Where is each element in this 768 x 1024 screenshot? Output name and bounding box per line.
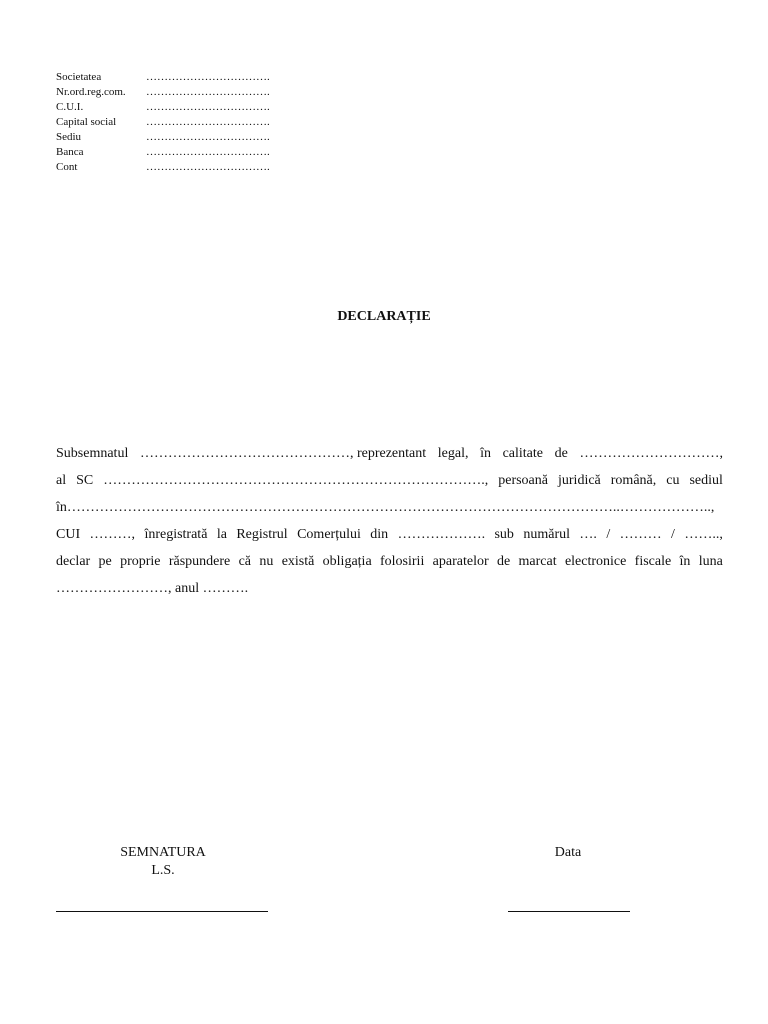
field-label: Banca (56, 146, 84, 158)
date-line (508, 911, 630, 912)
body-word: folosirii (380, 554, 425, 569)
body-word: calitate (502, 446, 543, 461)
body-word: cu (666, 473, 680, 488)
body-word: …. (579, 527, 597, 542)
body-line (56, 548, 723, 575)
body-word: / (606, 527, 611, 542)
body-word: în (679, 554, 691, 569)
body-word: sub (494, 527, 514, 542)
declaration-body (56, 440, 723, 602)
body-word: ………………. (397, 527, 486, 542)
date-block (528, 844, 608, 862)
body-word: că (238, 554, 252, 569)
field-label: C.U.I. (56, 101, 84, 113)
field-value: ……………………………. (146, 161, 270, 173)
body-word: pe (98, 554, 112, 569)
body-word: Registrul (236, 527, 288, 542)
field-label: Capital social (56, 116, 117, 128)
field-label: Nr.ord.reg.com. (56, 86, 126, 98)
body-word: ………………………………………………………………………., (103, 473, 489, 488)
body-word: există (281, 554, 315, 569)
body-word: Subsemnatul (56, 446, 129, 461)
field-label: Cont (56, 161, 78, 173)
body-line: ……………………, anul ………. (56, 581, 249, 596)
body-word: de (496, 554, 511, 569)
body-word: marcat (518, 554, 557, 569)
body-word: nu (259, 554, 274, 569)
body-word: română, (610, 473, 657, 488)
date-label: Data (554, 845, 582, 860)
field-value: ……………………………. (146, 116, 270, 128)
body-word: obligația (322, 554, 372, 569)
body-word: ………………………………………, reprezentant (139, 446, 427, 461)
body-line (56, 467, 723, 494)
body-word: SC (76, 473, 94, 488)
document-title: DECLARAȚIE (337, 309, 431, 324)
field-value: ……………………………. (146, 86, 270, 98)
body-word: din (370, 527, 389, 542)
body-word: al (56, 473, 67, 488)
field-label: Societatea (56, 71, 102, 83)
company-field (56, 130, 270, 145)
body-word: fiscale (634, 554, 672, 569)
body-word: …………………………, (579, 446, 723, 461)
body-word: răspundere (168, 554, 231, 569)
body-word: legal, (437, 446, 469, 461)
body-word: înregistrată (144, 527, 208, 542)
stamp-label: L.S. (151, 863, 175, 878)
body-word: luna (698, 554, 723, 569)
body-word: de (554, 446, 568, 461)
body-word: declar (56, 554, 91, 569)
field-value: ……………………………. (146, 71, 270, 83)
company-field (56, 85, 270, 100)
body-word: în (480, 446, 491, 461)
company-field (56, 100, 270, 115)
body-word: juridică (558, 473, 601, 488)
body-word: proprie (120, 554, 161, 569)
field-value: ……………………………. (146, 131, 270, 143)
body-word: numărul (523, 527, 570, 542)
body-word: CUI (56, 527, 81, 542)
body-word: sediul (689, 473, 723, 488)
signature-label: SEMNATURA (120, 845, 206, 860)
company-details (56, 70, 270, 175)
company-field (56, 115, 270, 130)
field-value: ……………………………. (146, 101, 270, 113)
company-field (56, 70, 270, 85)
body-word: ………, (89, 527, 136, 542)
body-word: Comerțului (297, 527, 361, 542)
body-word: la (216, 527, 227, 542)
body-line (56, 440, 723, 467)
company-field (56, 145, 270, 160)
field-label: Sediu (56, 131, 82, 143)
body-word: / (671, 527, 675, 542)
company-field (56, 160, 270, 175)
body-line (56, 521, 723, 548)
body-word: electronice (564, 554, 627, 569)
field-value: ……………………………. (146, 146, 270, 158)
body-word: aparatelor (432, 554, 489, 569)
body-word: …….., (684, 527, 723, 542)
signature-block (108, 844, 218, 880)
body-line: în………………………………………………………………………………………………………..……………….., (56, 500, 715, 515)
signature-line (56, 911, 268, 912)
body-word: ……… (619, 527, 662, 542)
body-word: persoană (498, 473, 548, 488)
